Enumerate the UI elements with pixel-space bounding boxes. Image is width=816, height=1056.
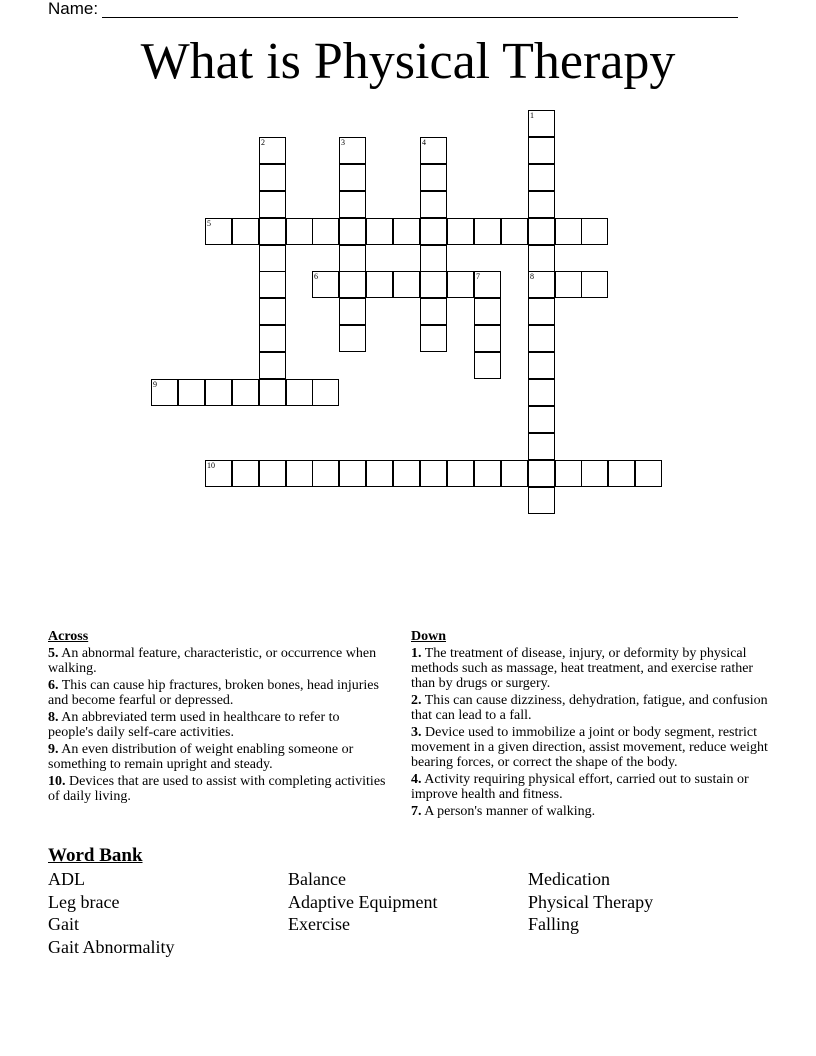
- crossword-cell[interactable]: [312, 218, 339, 245]
- crossword-cell[interactable]: [528, 164, 555, 191]
- crossword-cell[interactable]: [420, 298, 447, 325]
- crossword-cell[interactable]: [232, 460, 259, 487]
- crossword-cell[interactable]: [581, 218, 608, 245]
- bank-word: Gait: [48, 914, 79, 934]
- crossword-cell[interactable]: [339, 325, 366, 352]
- crossword-cell[interactable]: [474, 271, 501, 298]
- crossword-cell[interactable]: [555, 218, 582, 245]
- crossword-cell[interactable]: [420, 164, 447, 191]
- crossword-cell[interactable]: [528, 406, 555, 433]
- crossword-cell[interactable]: [528, 487, 555, 514]
- crossword-cell[interactable]: [339, 460, 366, 487]
- cell-number: 7: [476, 272, 480, 281]
- crossword-cell[interactable]: [259, 245, 286, 272]
- crossword-cell[interactable]: [205, 460, 232, 487]
- crossword-cell[interactable]: [393, 218, 420, 245]
- clue-across-5: 5. An abnormal feature, characteristic, or occurrence when walking.: [48, 646, 377, 676]
- crossword-cell[interactable]: [528, 379, 555, 406]
- crossword-cell[interactable]: [447, 271, 474, 298]
- crossword-cell[interactable]: [420, 191, 447, 218]
- crossword-cell[interactable]: [286, 379, 313, 406]
- crossword-cell[interactable]: [259, 379, 286, 406]
- crossword-cell[interactable]: [339, 271, 366, 298]
- cell-number: 3: [341, 138, 345, 147]
- crossword-cell[interactable]: [420, 245, 447, 272]
- crossword-cell[interactable]: [474, 352, 501, 379]
- crossword-cell[interactable]: [205, 218, 232, 245]
- crossword-cell[interactable]: [259, 191, 286, 218]
- clue-down-7: 7. A person's manner of walking.: [411, 804, 596, 819]
- crossword-cell[interactable]: [528, 352, 555, 379]
- crossword-cell[interactable]: [528, 218, 555, 245]
- crossword-cell[interactable]: [447, 218, 474, 245]
- name-field[interactable]: [48, 0, 748, 20]
- clue-down-3: 3. Device used to immobilize a joint or body segment, restrict movement in a given direction, assist movement, reduce weight bearing forces, or correct the shape of the body.: [411, 725, 768, 770]
- crossword-cell[interactable]: [393, 271, 420, 298]
- clue-across-8: 8. An abbreviated term used in healthcare to refer to people's daily self-care activities.: [48, 710, 340, 740]
- crossword-cell[interactable]: [339, 164, 366, 191]
- crossword-cell[interactable]: [474, 218, 501, 245]
- crossword-cell[interactable]: [555, 271, 582, 298]
- crossword-cell[interactable]: [501, 460, 528, 487]
- crossword-cell[interactable]: [366, 460, 393, 487]
- crossword-cell[interactable]: [420, 460, 447, 487]
- cell-number: 10: [207, 461, 215, 470]
- crossword-cell[interactable]: [528, 191, 555, 218]
- crossword-cell[interactable]: [528, 245, 555, 272]
- crossword-cell[interactable]: [205, 379, 232, 406]
- cell-number: 4: [422, 138, 426, 147]
- crossword-cell[interactable]: [474, 460, 501, 487]
- clue-down-2: 2. This can cause dizziness, dehydration, fatigue, and confusion that can lead to a fall.: [411, 693, 768, 723]
- clue-across-6: 6. This can cause hip fractures, broken bones, head injuries and become fearful or depressed.: [48, 678, 379, 708]
- crossword-cell[interactable]: [528, 460, 555, 487]
- crossword-cell[interactable]: [501, 218, 528, 245]
- bank-word: Balance: [288, 869, 346, 889]
- clue-across-10: 10. Devices that are used to assist with completing activities of daily living.: [48, 774, 386, 804]
- bank-word: Gait Abnormality: [48, 937, 175, 957]
- crossword-cell[interactable]: [151, 379, 178, 406]
- crossword-cell[interactable]: [528, 298, 555, 325]
- crossword-cell[interactable]: [420, 137, 447, 164]
- crossword-cell[interactable]: [366, 271, 393, 298]
- crossword-cell[interactable]: [232, 379, 259, 406]
- crossword-cell[interactable]: [232, 218, 259, 245]
- crossword-cell[interactable]: [366, 218, 393, 245]
- crossword-cell[interactable]: [339, 191, 366, 218]
- crossword-cell[interactable]: [447, 460, 474, 487]
- cell-number: 2: [261, 138, 265, 147]
- crossword-cell[interactable]: [286, 218, 313, 245]
- crossword-cell[interactable]: [286, 460, 313, 487]
- crossword-cell[interactable]: [528, 325, 555, 352]
- crossword-cell[interactable]: [339, 245, 366, 272]
- down-heading: Down: [411, 629, 447, 644]
- crossword-cell[interactable]: [339, 137, 366, 164]
- clue-down-4: 4. Activity requiring physical effort, carried out to sustain or improve health and fitness.: [411, 772, 749, 802]
- crossword-cell[interactable]: [259, 352, 286, 379]
- crossword-cell[interactable]: [312, 379, 339, 406]
- cell-number: 8: [530, 272, 534, 281]
- cell-number: 9: [153, 380, 157, 389]
- word-bank-title: Word Bank: [48, 845, 143, 866]
- cell-number: 1: [530, 111, 534, 120]
- crossword-cell[interactable]: [581, 271, 608, 298]
- crossword-cell[interactable]: [178, 379, 205, 406]
- across-heading: Across: [48, 629, 89, 644]
- name-underline: [102, 3, 738, 18]
- cell-number: 5: [207, 219, 211, 228]
- across-clues: [48, 629, 388, 806]
- down-clues: [411, 629, 776, 821]
- crossword-cell[interactable]: [581, 460, 608, 487]
- crossword-cell[interactable]: [608, 460, 635, 487]
- bank-word: Adaptive Equipment: [288, 892, 438, 912]
- clue-down-1: 1. The treatment of disease, injury, or deformity by physical methods such as massage, heat treatment, and exercise rather than by drugs or surgery.: [411, 646, 754, 691]
- crossword-cell[interactable]: [339, 298, 366, 325]
- crossword-cell[interactable]: [555, 460, 582, 487]
- name-label: Name:: [48, 0, 99, 18]
- crossword-cell[interactable]: [474, 325, 501, 352]
- crossword-cell[interactable]: [259, 218, 286, 245]
- crossword-cell[interactable]: [259, 325, 286, 352]
- crossword-cell[interactable]: [259, 164, 286, 191]
- crossword-cell[interactable]: [259, 271, 286, 298]
- crossword-cell[interactable]: [420, 325, 447, 352]
- page-title: What is Physical Therapy: [140, 33, 676, 90]
- crossword-cell[interactable]: [474, 298, 501, 325]
- crossword-cell[interactable]: [312, 460, 339, 487]
- cell-number: 6: [314, 272, 318, 281]
- bank-word: Leg brace: [48, 892, 120, 912]
- crossword-cell[interactable]: [420, 271, 447, 298]
- crossword-cell[interactable]: [259, 298, 286, 325]
- bank-word: Medication: [528, 869, 610, 889]
- crossword-cell[interactable]: [393, 460, 420, 487]
- crossword-cell[interactable]: [528, 110, 555, 137]
- bank-word: Exercise: [288, 914, 350, 934]
- crossword-cell[interactable]: [339, 218, 366, 245]
- crossword-cell[interactable]: [528, 137, 555, 164]
- crossword-cell[interactable]: [635, 460, 662, 487]
- bank-word: Physical Therapy: [528, 892, 654, 912]
- crossword-cell[interactable]: [259, 460, 286, 487]
- crossword-cell[interactable]: [259, 137, 286, 164]
- crossword-cell[interactable]: [528, 433, 555, 460]
- crossword-cell[interactable]: [420, 218, 447, 245]
- crossword-cell[interactable]: [312, 271, 339, 298]
- clue-across-9: 9. An even distribution of weight enabling someone or something to remain upright and steady.: [48, 742, 354, 772]
- bank-word: Falling: [528, 914, 580, 934]
- crossword-cell[interactable]: [528, 271, 555, 298]
- bank-word: ADL: [48, 869, 85, 889]
